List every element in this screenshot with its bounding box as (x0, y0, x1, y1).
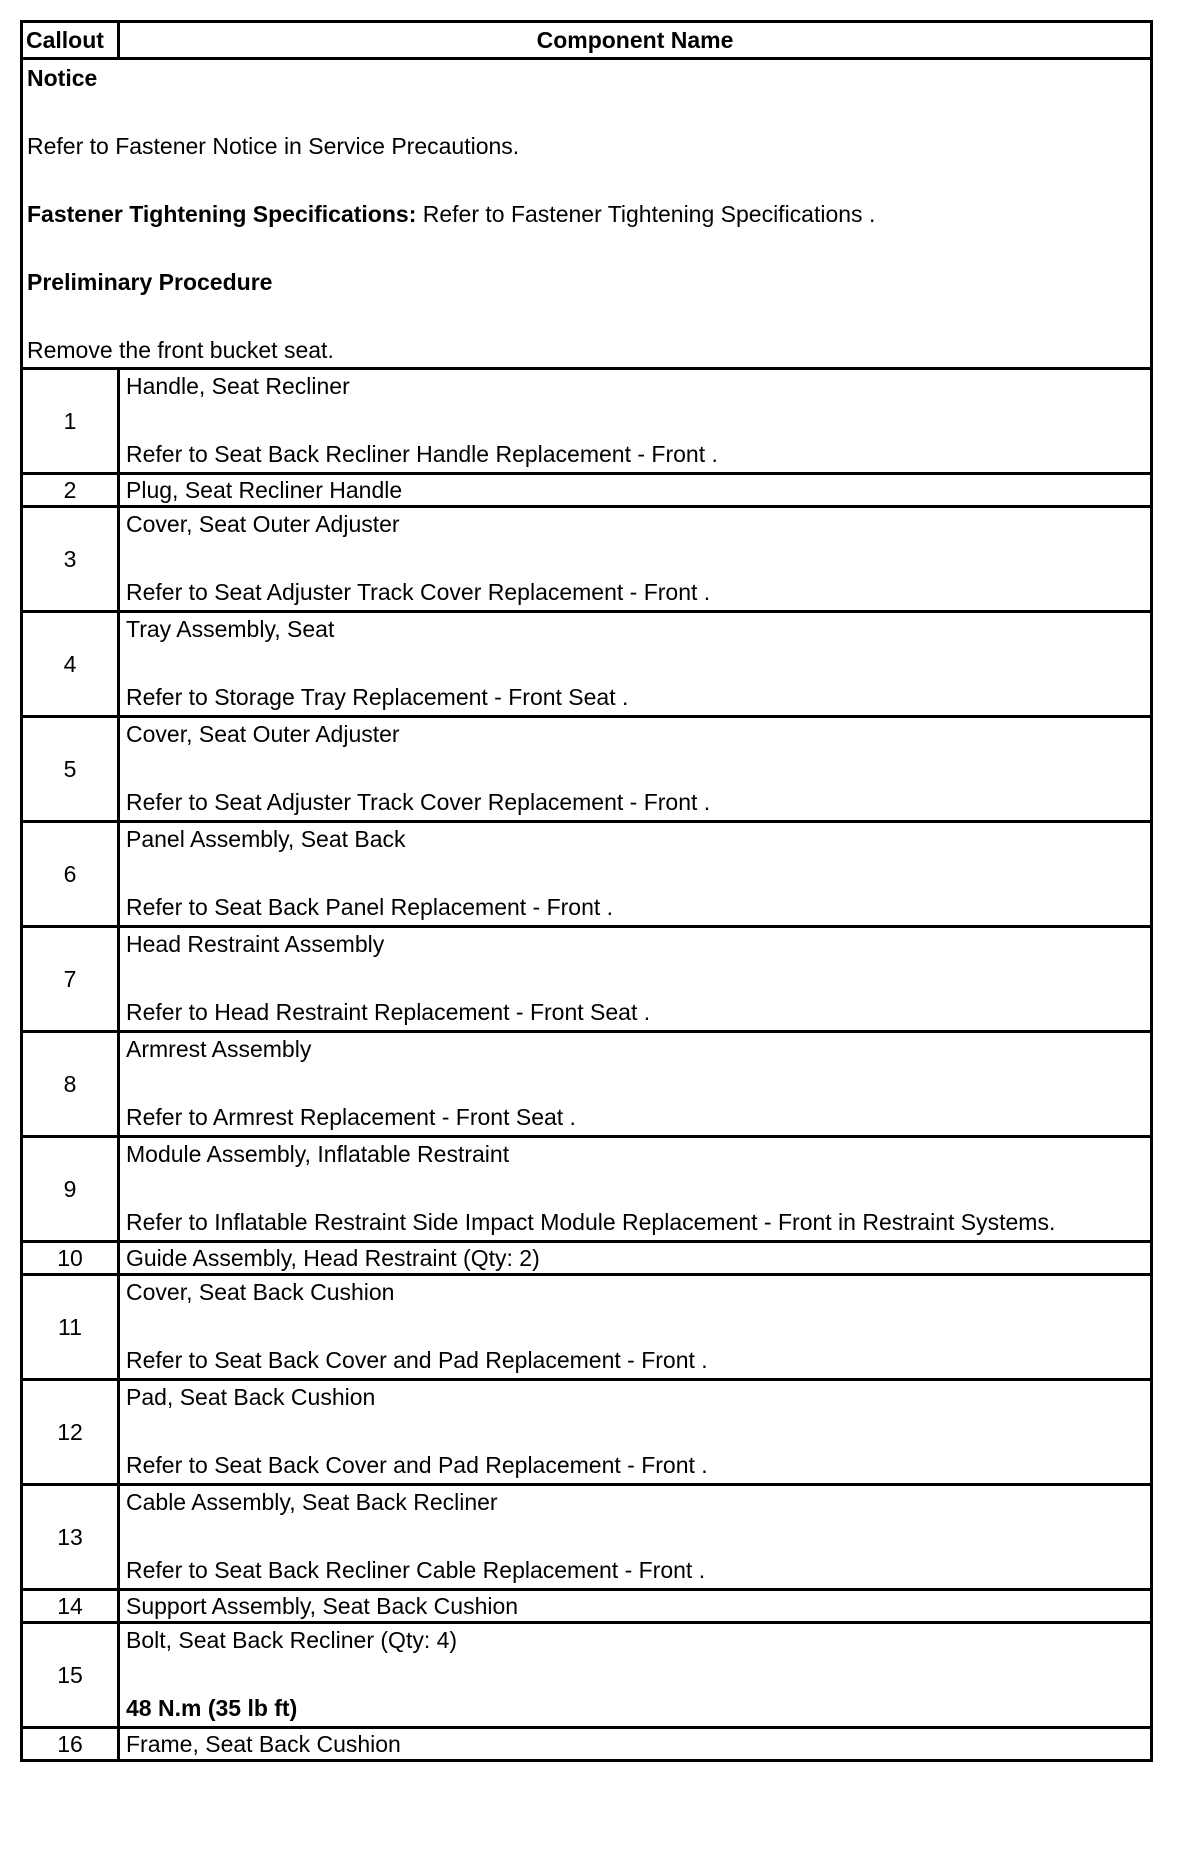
component-reference-link[interactable]: Refer to Seat Back Cover and Pad Replacement - Front . (126, 1347, 708, 1373)
component-reference-link[interactable]: Refer to Seat Back Recliner Handle Replacement - Front . (126, 441, 718, 467)
callout-number: 13 (22, 1485, 119, 1590)
component-cell (119, 1623, 1152, 1728)
table-row (22, 474, 1152, 507)
table-row (22, 717, 1152, 822)
component-cell (119, 369, 1152, 474)
component-name: Cable Assembly, Seat Back Recliner (126, 1489, 498, 1515)
callout-number: 12 (22, 1380, 119, 1485)
table-row (22, 1242, 1152, 1275)
callout-column-header: Callout (22, 22, 119, 59)
callout-number: 11 (22, 1275, 119, 1380)
table-row (22, 1728, 1152, 1761)
component-name: Head Restraint Assembly (126, 931, 385, 957)
component-reference-link[interactable]: Refer to Inflatable Restraint Side Impact Module Replacement - Front in Restraint Systems. (126, 1209, 1056, 1235)
component-cell (119, 507, 1152, 612)
callout-number: 5 (22, 717, 119, 822)
table-row (22, 1032, 1152, 1137)
component-name: Armrest Assembly (126, 1036, 312, 1062)
fastener-spec-line (27, 200, 1146, 228)
component-name: Module Assembly, Inflatable Restraint (126, 1141, 510, 1167)
component-name: Tray Assembly, Seat (126, 616, 335, 642)
component-reference-link[interactable]: Refer to Head Restraint Replacement - Front Seat . (126, 999, 651, 1025)
callout-number: 7 (22, 927, 119, 1032)
table-row (22, 1590, 1152, 1623)
fastener-spec-label: Fastener Tightening Specifications: (27, 201, 417, 227)
callout-number: 14 (22, 1590, 119, 1623)
component-cell (119, 474, 1152, 507)
callout-number: 10 (22, 1242, 119, 1275)
fastener-spec-text: Refer to Fastener Tightening Specifications . (416, 201, 876, 227)
table-row (22, 1275, 1152, 1380)
table-row (22, 369, 1152, 474)
component-name-column-header: Component Name (119, 22, 1152, 59)
component-cell (119, 927, 1152, 1032)
component-cell (119, 822, 1152, 927)
component-reference-link[interactable]: Refer to Storage Tray Replacement - Front Seat . (126, 684, 629, 710)
component-table-sheet (20, 20, 1150, 1762)
component-name: Cover, Seat Outer Adjuster (126, 721, 400, 747)
component-reference-link[interactable]: Refer to Armrest Replacement - Front Seat . (126, 1104, 576, 1130)
callout-number: 8 (22, 1032, 119, 1137)
component-name: Guide Assembly, Head Restraint (Qty: 2) (126, 1245, 540, 1271)
preliminary-procedure-title: Preliminary Procedure (27, 269, 273, 295)
callout-number: 15 (22, 1623, 119, 1728)
table-row (22, 507, 1152, 612)
table-row (22, 927, 1152, 1032)
callout-number: 9 (22, 1137, 119, 1242)
component-name: Pad, Seat Back Cushion (126, 1384, 376, 1410)
component-cell (119, 1380, 1152, 1485)
notice-cell (22, 59, 1152, 369)
component-name: Support Assembly, Seat Back Cushion (126, 1593, 519, 1619)
component-cell (119, 1137, 1152, 1242)
table-row (22, 1137, 1152, 1242)
notice-row (22, 59, 1152, 369)
callout-number: 4 (22, 612, 119, 717)
callout-number: 2 (22, 474, 119, 507)
component-reference-link[interactable]: Refer to Seat Back Cover and Pad Replacement - Front . (126, 1452, 708, 1478)
component-reference-link[interactable]: Refer to Seat Adjuster Track Cover Replacement - Front . (126, 579, 711, 605)
torque-specification: 48 N.m (35 lb ft) (126, 1695, 298, 1721)
component-cell (119, 1275, 1152, 1380)
component-table (20, 20, 1153, 1762)
callout-number: 16 (22, 1728, 119, 1761)
component-name: Bolt, Seat Back Recliner (Qty: 4) (126, 1627, 458, 1653)
table-row (22, 1380, 1152, 1485)
table-row (22, 822, 1152, 927)
notice-text: Refer to Fastener Notice in Service Precautions. (27, 133, 520, 159)
preliminary-procedure-text: Remove the front bucket seat. (27, 337, 334, 363)
component-cell (119, 1242, 1152, 1275)
component-cell (119, 1590, 1152, 1623)
component-name: Frame, Seat Back Cushion (126, 1731, 401, 1757)
component-name: Cover, Seat Outer Adjuster (126, 511, 400, 537)
component-name: Cover, Seat Back Cushion (126, 1279, 395, 1305)
component-cell (119, 1032, 1152, 1137)
callout-number: 3 (22, 507, 119, 612)
component-cell (119, 1728, 1152, 1761)
component-cell (119, 612, 1152, 717)
notice-title: Notice (27, 65, 98, 91)
table-row (22, 1623, 1152, 1728)
table-header-row (22, 22, 1152, 59)
table-row (22, 612, 1152, 717)
callout-number: 6 (22, 822, 119, 927)
callout-number: 1 (22, 369, 119, 474)
component-name: Handle, Seat Recliner (126, 373, 350, 399)
table-row (22, 1485, 1152, 1590)
component-name: Plug, Seat Recliner Handle (126, 477, 403, 503)
component-reference-link[interactable]: Refer to Seat Back Panel Replacement - Front . (126, 894, 614, 920)
component-cell (119, 717, 1152, 822)
component-name: Panel Assembly, Seat Back (126, 826, 406, 852)
component-reference-link[interactable]: Refer to Seat Adjuster Track Cover Replacement - Front . (126, 789, 711, 815)
component-reference-link[interactable]: Refer to Seat Back Recliner Cable Replacement - Front . (126, 1557, 706, 1583)
component-cell (119, 1485, 1152, 1590)
